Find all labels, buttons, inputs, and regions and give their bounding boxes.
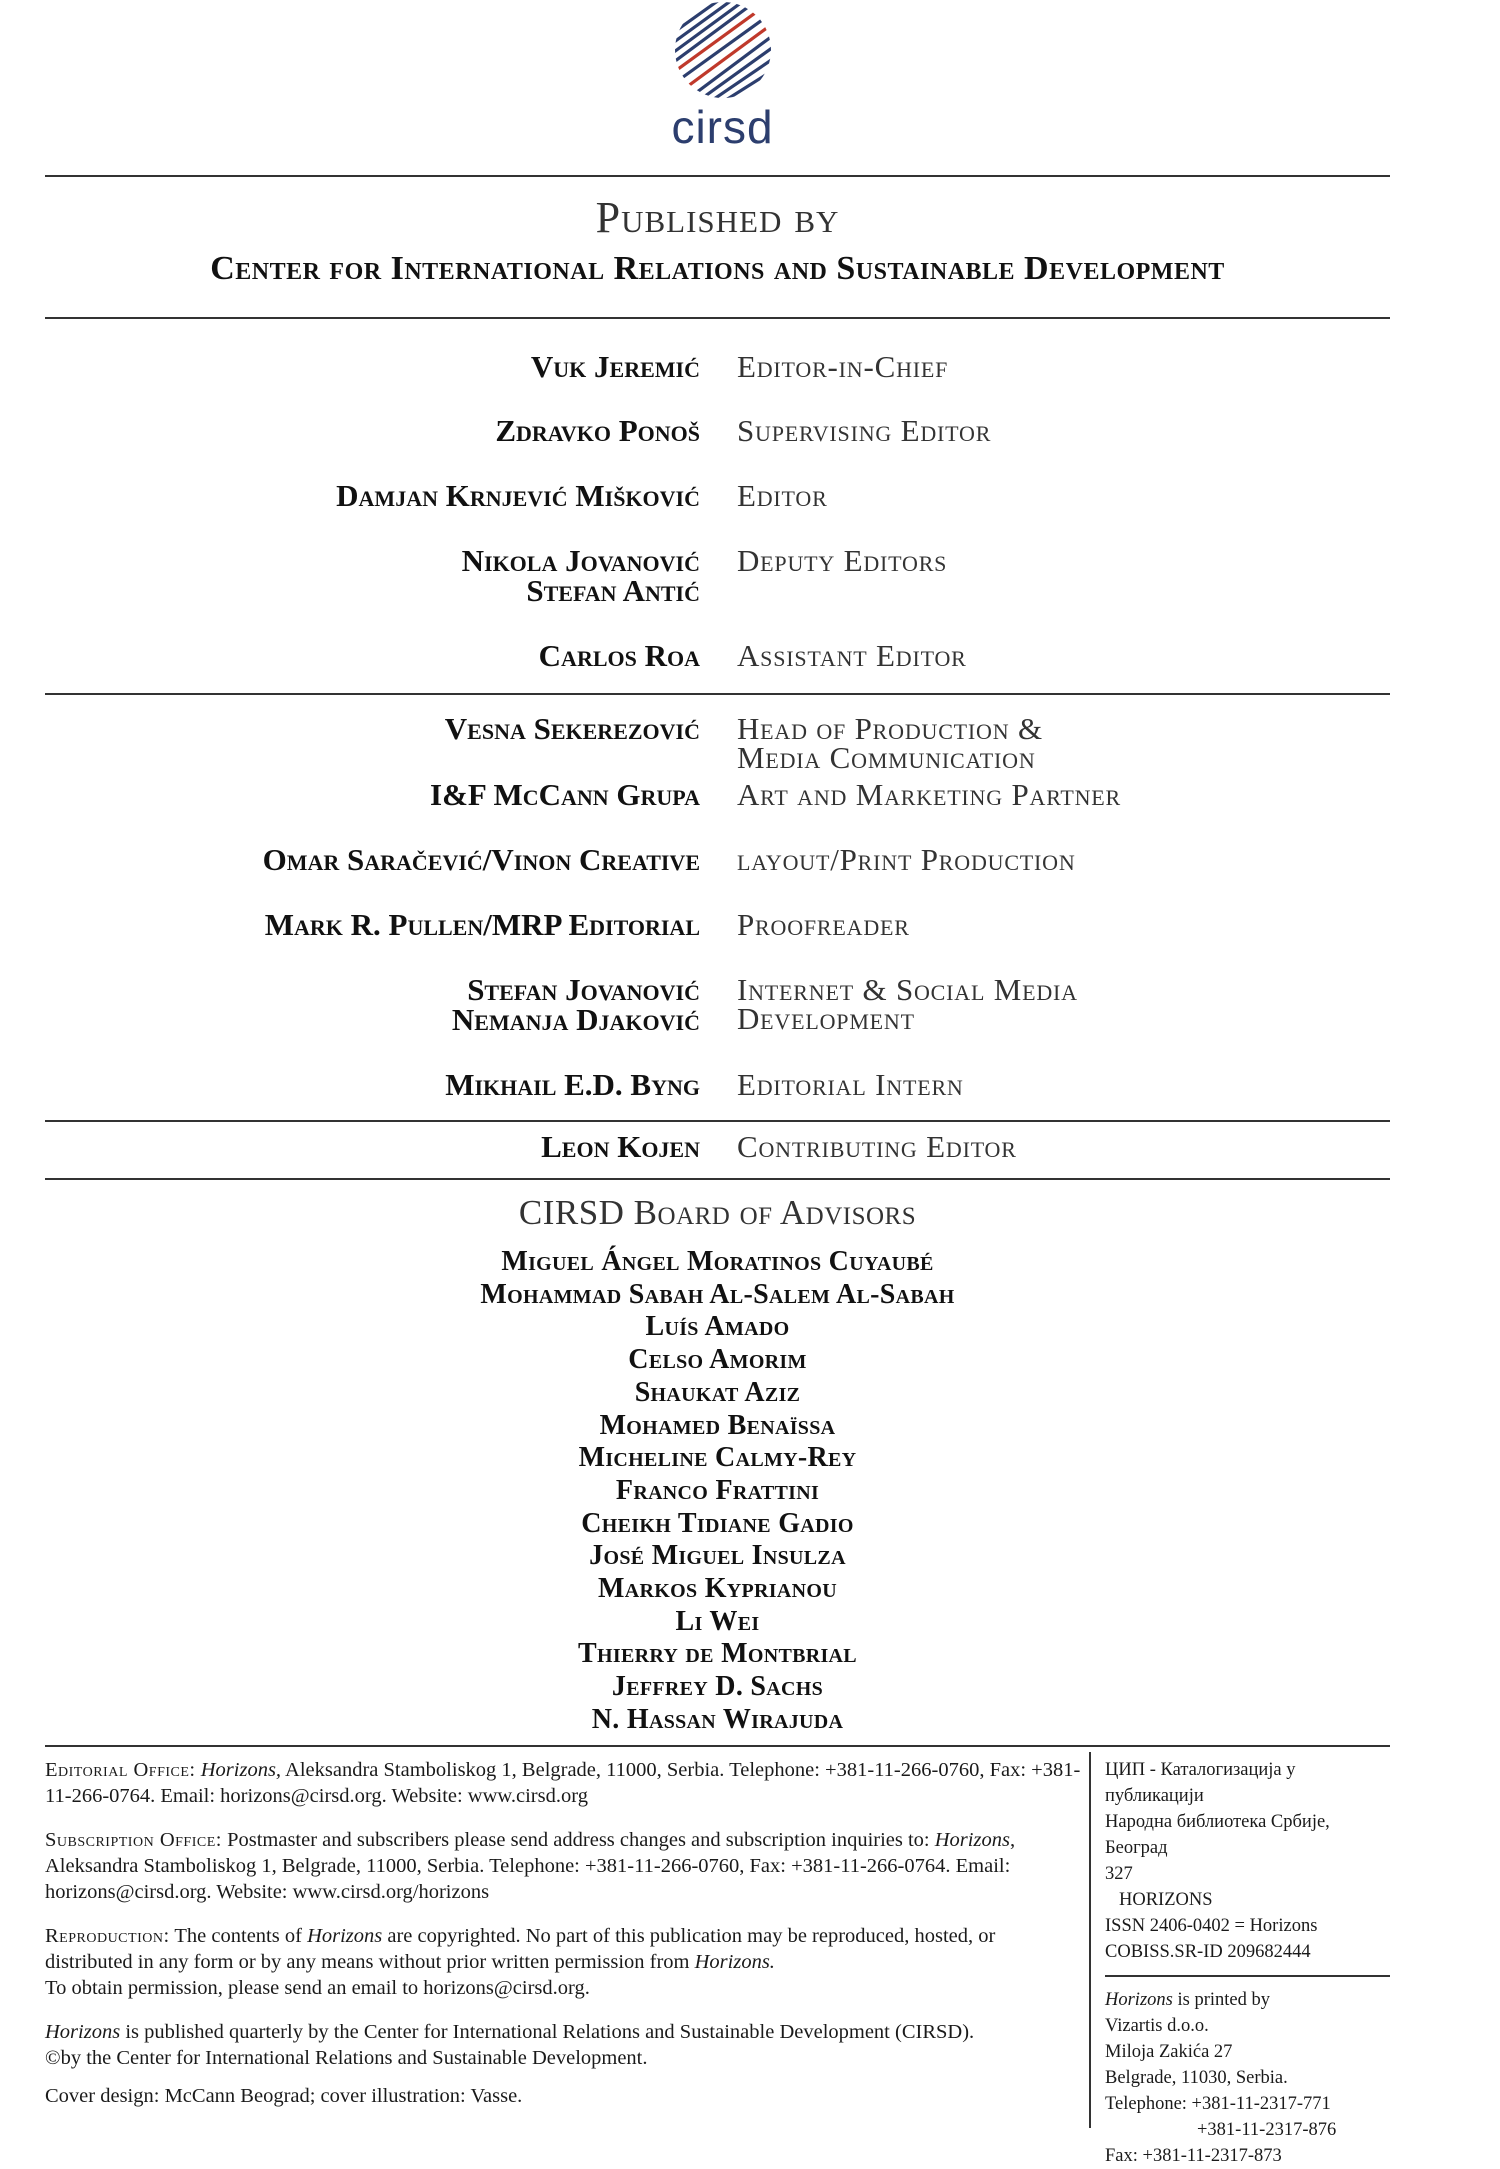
catalog-info	[1105, 1757, 1395, 2169]
advisor-name: Thierry de Montbrial	[578, 1638, 857, 1670]
divider	[45, 175, 1390, 177]
printer-text: is printed by	[1172, 1990, 1270, 2010]
divider	[1105, 1975, 1390, 1977]
divider	[45, 1178, 1390, 1180]
staff-role: Contributing Editor	[737, 1129, 1017, 1164]
editorial-label: Editorial Office:	[45, 1759, 196, 1781]
staff-name: Omar Saračević/Vinon Creative	[262, 842, 700, 877]
publisher-name: Center for International Relations and Sustainable Development	[210, 250, 1225, 287]
magazine-name: Horizons,	[200, 1759, 282, 1781]
reproduction-text: To obtain permission, please send an email to horizons@cirsd.org.	[45, 1977, 590, 1999]
globe-stripes-icon	[673, 0, 773, 100]
cip-line: ЦИП - Каталогизација у публикацији	[1105, 1760, 1296, 1806]
advisor-name: Shaukat Aziz	[634, 1376, 801, 1408]
advisor-name: Cheikh Tidiane Gadio	[581, 1507, 854, 1539]
reproduction-text: are copyrighted. No part of this publication may be reproduced, hosted, or distributed in any form or by any means without prior written permission from	[45, 1925, 996, 1973]
staff-name: Mikhail E.D. Byng	[445, 1067, 700, 1102]
subscription-office	[45, 1827, 1085, 1905]
divider	[45, 1120, 1390, 1122]
advisor-name: Mohammad Sabah Al-Salem Al-Sabah	[480, 1278, 955, 1310]
advisor-name: Markos Kyprianou	[598, 1573, 837, 1605]
publication-notice	[45, 2019, 1085, 2071]
publication-text: is published quarterly by the Center for International Relations and Sustainable Development (CIRSD).	[120, 2021, 975, 2043]
editorial-text: Aleksandra Stamboliskog 1, Belgrade, 11000, Serbia. Telephone: +381-11-266-0760, Fax: +381-11-266-0764. Email: horizons@cirsd.org. Website: www.cirsd.org	[45, 1759, 1081, 1807]
staff-name: Mark R. Pullen/MRP Editorial	[264, 907, 700, 942]
staff-role: Editor-in-Chief	[737, 349, 949, 384]
magazine-name: Horizons	[1105, 1990, 1173, 2010]
footer-info	[45, 1757, 1085, 2121]
printer-line: Miloja Zakića 27	[1105, 2042, 1233, 2062]
printer-line: Vizartis d.o.o.	[1105, 2016, 1209, 2036]
magazine-name: Horizons.	[694, 1951, 775, 1973]
staff-name: Nemanja Djaković	[451, 1002, 700, 1037]
staff-name: Zdravko Ponoš	[495, 413, 700, 448]
advisor-name: Miguel Ángel Moratinos Cuyaubé	[501, 1246, 934, 1277]
staff-name: Stefan Antić	[526, 573, 700, 608]
staff-name: Damjan Krnjević Mišković	[336, 478, 700, 513]
staff-role: Assistant Editor	[737, 638, 967, 673]
vertical-divider	[1089, 1752, 1091, 2128]
staff-role: Editorial Intern	[737, 1067, 964, 1102]
staff-role: layout/Print Production	[737, 842, 1076, 877]
printer-line: Fax: +381-11-2317-873	[1105, 2146, 1282, 2166]
advisor-name: Celso Amorim	[628, 1344, 807, 1376]
logo-wordmark: cirsd	[671, 101, 774, 153]
magazine-name: Horizons	[45, 2021, 121, 2043]
divider	[45, 1745, 1390, 1747]
cover-credit: Cover design: McCann Beograd; cover illustration: Vasse.	[45, 2085, 523, 2107]
printer-line: Telephone: +381-11-2317-771	[1105, 2094, 1331, 2114]
reproduction-notice	[45, 1923, 1085, 2001]
staff-role: Editor	[737, 478, 828, 513]
cip-line: HORIZONS	[1119, 1890, 1213, 1910]
staff-name: Vesna Sekerezović	[444, 711, 700, 746]
staff-name: Vuk Jeremić	[530, 349, 700, 384]
staff-role: Development	[737, 1001, 915, 1036]
divider	[45, 317, 1390, 319]
staff-name: Stefan Jovanović	[467, 972, 700, 1007]
reproduction-label: Reproduction:	[45, 1925, 170, 1947]
advisor-name: Jeffrey D. Sachs	[611, 1671, 824, 1703]
advisor-name: José Miguel Insulza	[589, 1540, 846, 1572]
staff-role: Deputy Editors	[737, 543, 948, 578]
printer-line: Belgrade, 11030, Serbia.	[1105, 2068, 1288, 2088]
staff-role: Media Communication	[737, 740, 1036, 775]
advisors-list	[0, 1246, 1435, 1737]
board-title: CIRSD Board of Advisors	[518, 1193, 917, 1232]
staff-role: Supervising Editor	[737, 413, 992, 448]
divider	[45, 693, 1390, 695]
subscription-text: , Aleksandra Stamboliskog 1, Belgrade, 11000, Serbia. Telephone: +381-11-266-0760, Fax: +381-11-266-0764. Email: horizons@cirsd.org. Website: www.cirsd.org/horizons	[45, 1829, 1016, 1903]
published-by-heading: Published by	[595, 193, 840, 242]
advisor-name: Luís Amado	[645, 1311, 790, 1343]
staff-name: Carlos Roa	[538, 638, 700, 673]
cirsd-logo	[655, 0, 790, 153]
editorial-office	[45, 1757, 1085, 1809]
staff-role: Internet & Social Media	[737, 972, 1078, 1007]
staff-role: Proofreader	[737, 907, 910, 942]
staff-role: Art and Marketing Partner	[737, 777, 1122, 812]
advisor-name: N. Hassan Wirajuda	[591, 1703, 844, 1735]
reproduction-text: The contents of	[169, 1925, 308, 1947]
subscription-text: Postmaster and subscribers please send address changes and subscription inquiries to:	[221, 1829, 935, 1851]
advisor-name: Mohamed Benaïssa	[599, 1409, 836, 1441]
printer-line	[1105, 1987, 1395, 2013]
advisor-name: Micheline Calmy-Rey	[578, 1442, 857, 1474]
staff-name: Leon Kojen	[541, 1129, 700, 1164]
advisor-name: Franco Frattini	[615, 1474, 820, 1506]
staff-name: I&F McCann Grupa	[430, 777, 700, 812]
cobiss-line: COBISS.SR-ID 209682444	[1105, 1942, 1311, 1962]
cip-line: 327	[1105, 1864, 1133, 1884]
issn-line: ISSN 2406-0402 = Horizons	[1105, 1916, 1318, 1936]
subscription-label: Subscription Office:	[45, 1829, 222, 1851]
magazine-name: Horizons	[934, 1829, 1010, 1851]
cip-line: Народна библиотека Србије, Београд	[1105, 1812, 1330, 1858]
printer-line: +381-11-2317-876	[1197, 2120, 1337, 2140]
staff-role: Head of Production &	[737, 711, 1043, 746]
staff-name: Nikola Jovanović	[461, 543, 700, 578]
magazine-name: Horizons	[307, 1925, 383, 1947]
advisor-name: Li Wei	[675, 1605, 760, 1637]
copyright-text: ©by the Center for International Relations and Sustainable Development.	[45, 2047, 648, 2069]
